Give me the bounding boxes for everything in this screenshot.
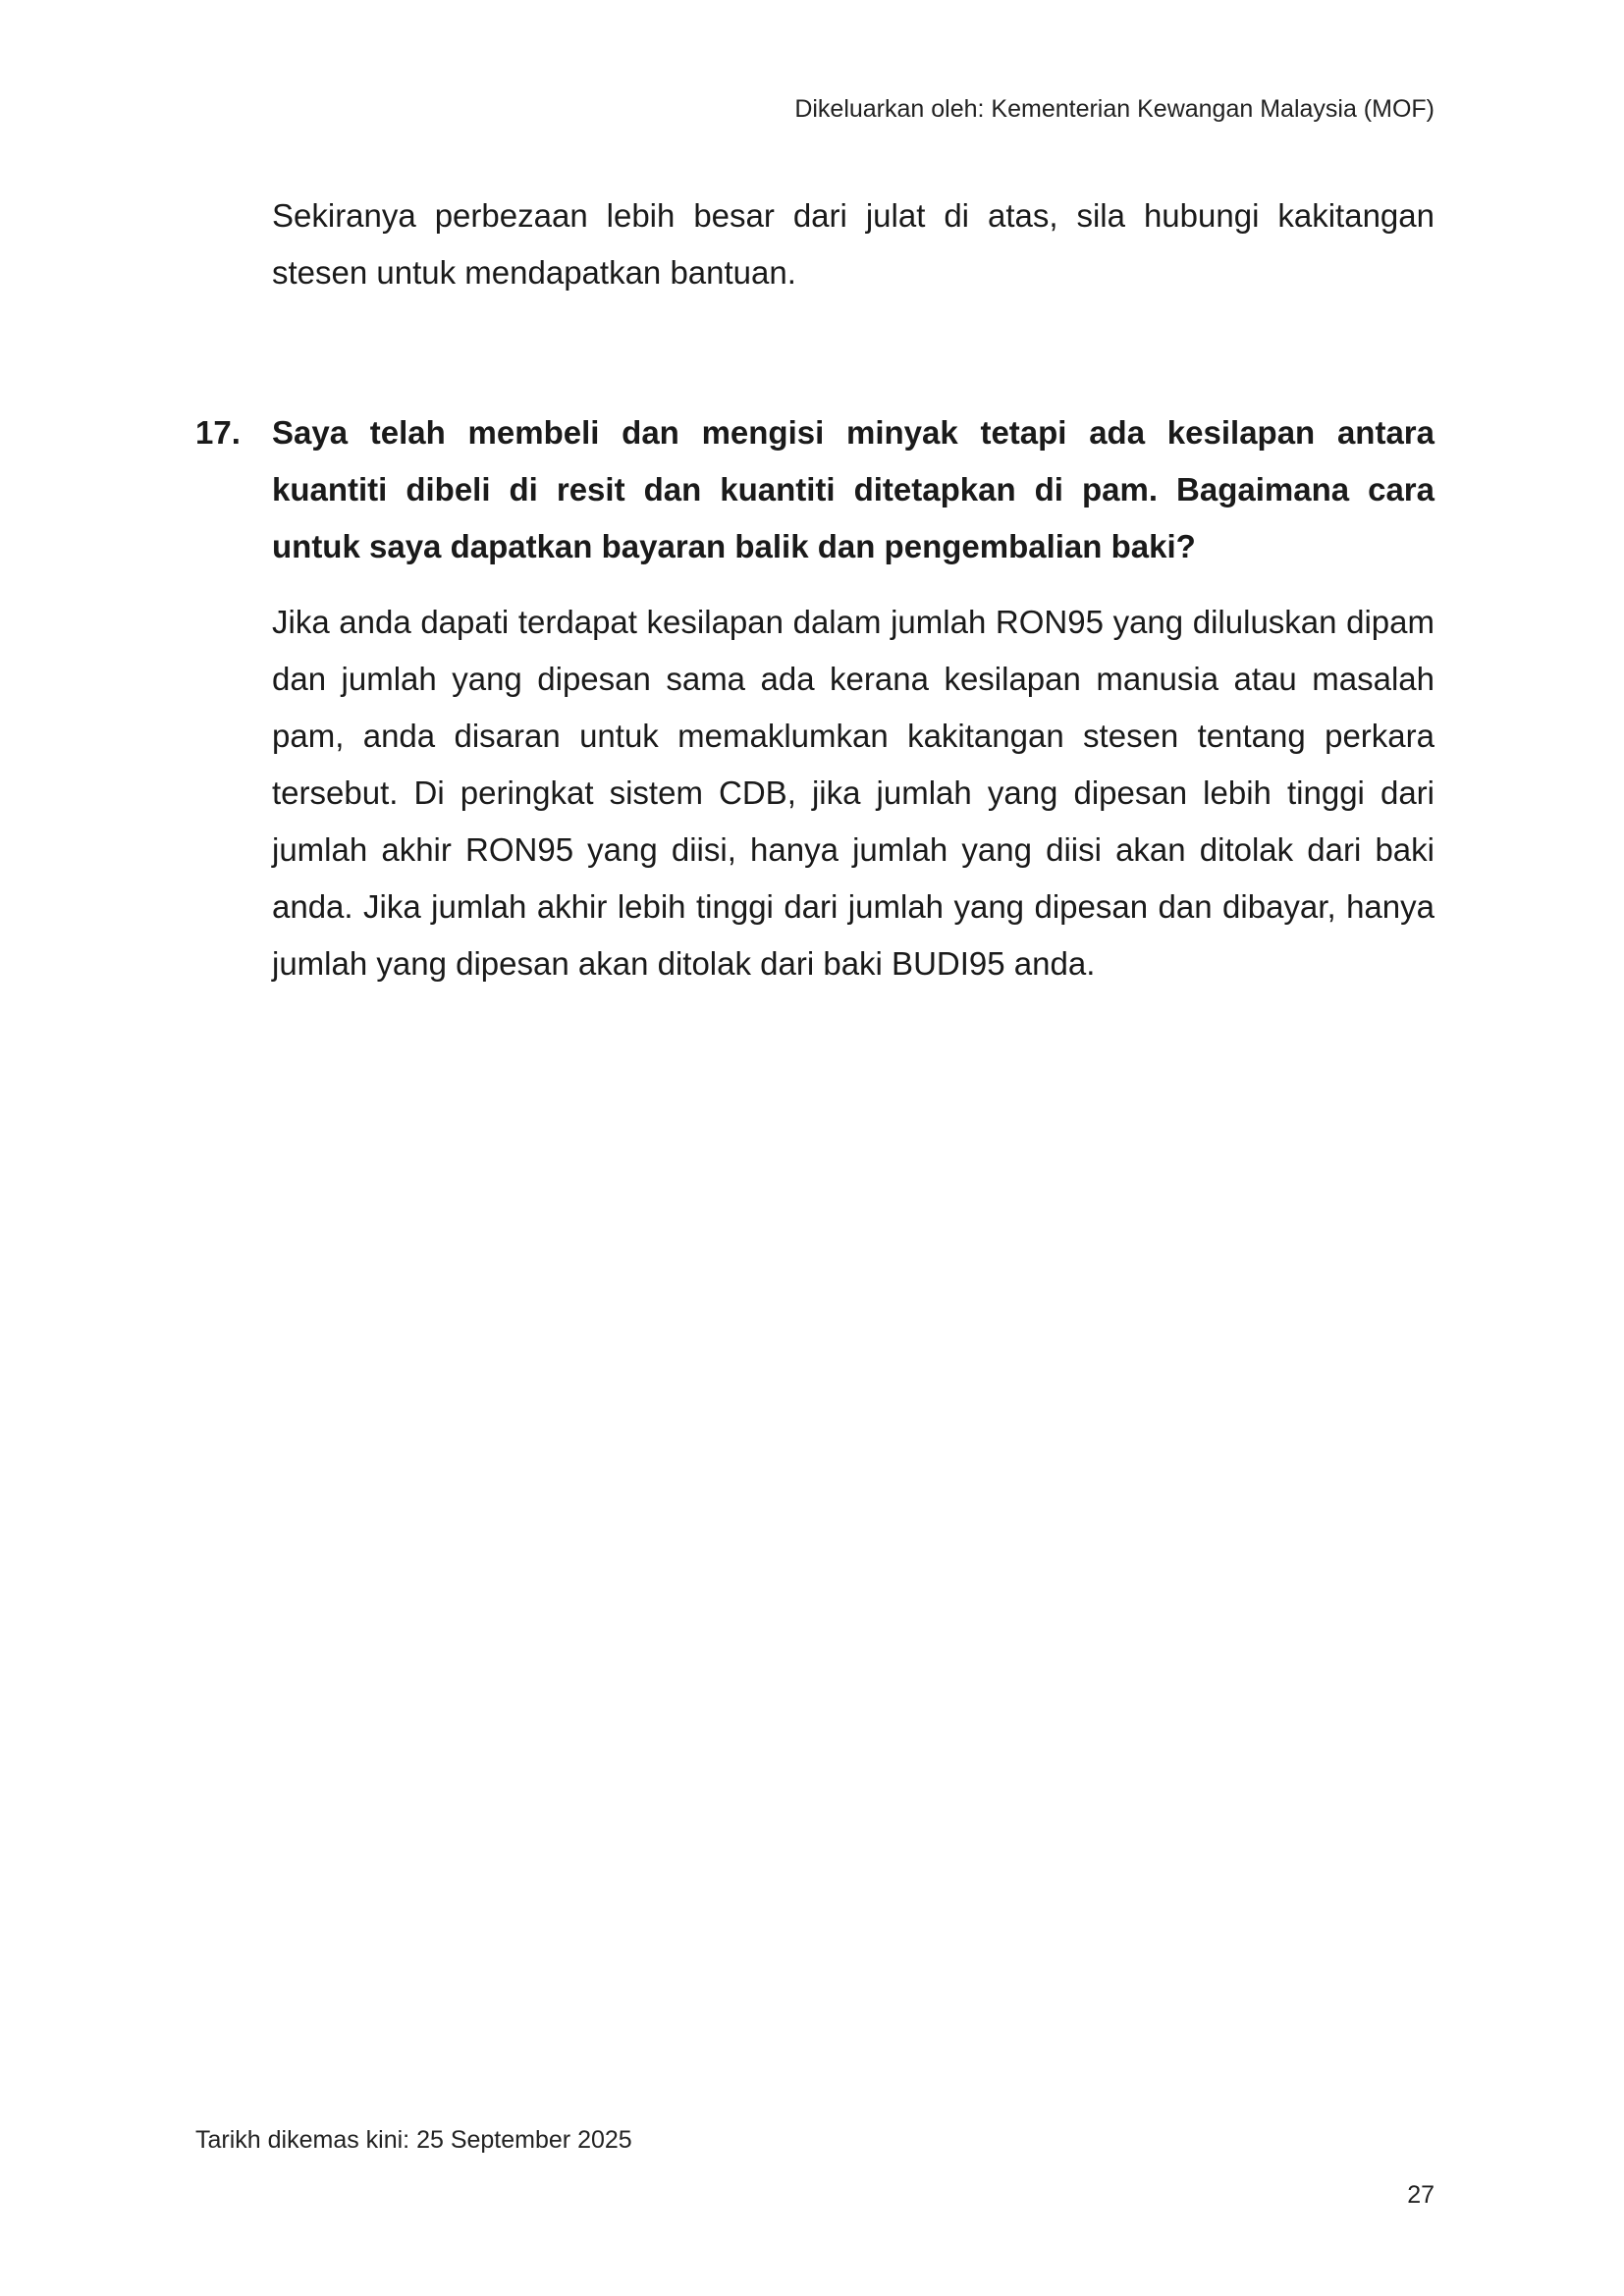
intro-paragraph: Sekiranya perbezaan lebih besar dari julat di atas, sila hubungi kakitangan stesen untuk mendapatkan bantuan. xyxy=(272,197,1435,291)
answer-paragraph: Jika anda dapati terdapat kesilapan dalam jumlah RON95 yang diluluskan dipam dan jumlah yang dipesan sama ada kerana kesilapan manusia atau masalah pam, anda disaran untuk memaklumkan kakitangan stesen tentang perkara tersebut. Di peringkat sistem CDB, jika jumlah yang dipesan lebih tinggi dari jumlah akhir RON95 yang diisi, hanya jumlah yang diisi akan ditolak dari baki anda. Jika jumlah akhir lebih tinggi dari jumlah yang dipesan dan dibayar, hanya jumlah yang dipesan akan ditolak dari baki BUDI95 anda. xyxy=(272,604,1435,982)
question-number: 17. xyxy=(195,414,241,451)
question-text: Saya telah membeli dan mengisi minyak tetapi ada kesilapan antara kuantiti dibeli di resit dan kuantiti ditetapkan di pam. Bagaimana cara untuk saya dapatkan bayaran balik dan pengembalian baki? xyxy=(272,414,1435,564)
document-issuer-header: Dikeluarkan oleh: Kementerian Kewangan Malaysia (MOF) xyxy=(794,95,1435,123)
page-number: 27 xyxy=(1407,2181,1435,2209)
updated-date: Tarikh dikemas kini: 25 September 2025 xyxy=(195,2126,632,2154)
